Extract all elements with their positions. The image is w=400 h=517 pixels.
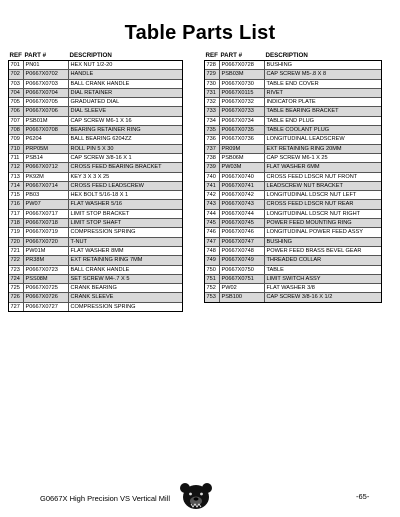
cell-part: P0667X0743 [220,200,265,208]
cell-part: P0667X0735 [220,126,265,134]
cell-ref: 751 [205,275,220,283]
cell-part: P0667X0714 [24,182,69,190]
table-row [9,116,182,125]
cell-description: CAP SCREW 3/8-16 X 1 [70,154,132,161]
cell-description: FLAT WASHER 6MM [266,164,320,171]
cell-part: PSB14 [24,154,69,162]
cell-part: P6204 [24,135,69,143]
cell-ref: 748 [205,247,220,255]
cell-description: FLAT WASHER 5/16 [70,201,122,208]
table-row [9,190,182,199]
cell-ref: 741 [205,182,220,190]
cell-part: P0667X0702 [24,70,69,78]
cell-description: TABLE COOLANT PLUG [266,127,330,134]
cell-ref: 743 [205,200,220,208]
table-row [9,302,182,311]
cell-ref: 747 [205,238,220,246]
table-row [9,88,182,97]
cell-description: FLAT WASHER 8MM [70,247,124,254]
cell-part: P0667X0747 [220,238,265,246]
cell-part: PW02 [220,284,265,292]
cell-ref: 707 [9,117,24,125]
header-part: PART # [220,52,243,59]
table-row [205,292,381,301]
cell-description: RIVET [266,89,283,96]
cell-description: GRADUATED DIAL [70,99,120,106]
table-row [9,292,182,301]
cell-part: P0667X0719 [24,228,69,236]
cell-ref: 737 [205,145,220,153]
header-part: PART # [24,52,47,59]
page-title: Table Parts List [124,22,276,44]
table-row [205,125,381,134]
cell-description: TABLE END PLUG [266,117,314,124]
cell-part: P0667X0717 [24,210,69,218]
cell-description: TABLE BEARING BRACKET [266,108,339,115]
table-row [9,218,182,227]
cell-description: DIAL SLEEVE [70,108,107,115]
table-row [9,125,182,134]
cell-ref: 739 [205,163,220,171]
cell-part: P0667X0748 [220,247,265,255]
cell-part: P0667X0742 [220,191,265,199]
cell-ref: 703 [9,80,24,88]
cell-part: PSB100 [220,293,265,301]
table-row [9,274,182,283]
table-row [205,61,381,69]
cell-part: P0667X0733 [220,107,265,115]
cell-description: LEADSCREW NUT BRACKET [266,182,343,189]
cell-description: HANDLE [70,71,94,78]
cell-ref: 711 [9,154,24,162]
cell-ref: 706 [9,107,24,115]
table-row [9,69,182,78]
cell-description: T-NUT [70,238,87,245]
table-row [9,153,182,162]
cell-description: BEARING RETAINER RING [70,127,141,134]
table-row [205,116,381,125]
cell-ref: 704 [9,89,24,97]
cell-part: PRP05M [24,145,69,153]
cell-description: BUSHING [266,238,292,245]
cell-part: P0667X0745 [220,219,265,227]
table-row [9,209,182,218]
cell-description: CROSS FEED LDSCR NUT REAR [266,201,354,208]
cell-ref: 716 [9,200,24,208]
cell-part: P0667X0732 [220,98,265,106]
cell-description: LIMIT SWITCH ASSY [266,275,321,282]
cell-description: FLAT WASHER 3/8 [266,285,315,292]
cell-part: P0667X0720 [24,238,69,246]
cell-ref: 750 [205,266,220,274]
cell-part: P0667X0704 [24,89,69,97]
cell-description: CAP SCREW M6-1 X 25 [266,154,328,161]
cell-ref: 749 [205,256,220,264]
cell-description: BALL CRANK HANDLE [70,266,130,273]
cell-description: BUSHING [266,62,292,68]
cell-ref: 745 [205,219,220,227]
cell-ref: 724 [9,275,24,283]
table-row [9,265,182,274]
cell-ref: 702 [9,70,24,78]
cell-description: CRANK BEARING [70,285,117,292]
table-row [9,237,182,246]
cell-description: CAP SCREW M6-1 X 16 [70,117,132,124]
cell-ref: 753 [205,293,220,301]
cell-part: PW03M [220,163,265,171]
cell-part: P0667X0736 [220,135,265,143]
table-body-left [8,60,183,312]
cell-part: P0667X0723 [24,266,69,274]
cell-part: PK92M [24,173,69,181]
cell-ref: 720 [9,238,24,246]
table-header-right [204,49,382,59]
table-row [205,97,381,106]
cell-description: CRANK SLEEVE [70,294,114,301]
table-row [9,144,182,153]
cell-part: P0667X0750 [220,266,265,274]
table-row [9,199,182,208]
cell-part: PSB03M [220,70,265,78]
cell-description: LIMIT STOP SHAFT [70,220,122,227]
cell-ref: 736 [205,135,220,143]
cell-description: POWER FEED BRASS BEVEL GEAR [266,247,362,254]
cell-part: P0667X0115 [220,89,265,97]
cell-description: POWER FEED MOUNTING RING [266,220,352,227]
cell-part: PR09M [220,145,265,153]
cell-part: P0667X0726 [24,293,69,301]
table-row [9,134,182,143]
table-row [205,283,381,292]
table-row [9,61,182,69]
cell-part: P0667X0734 [220,117,265,125]
cell-part: PR38M [24,256,69,264]
cell-ref: 744 [205,210,220,218]
cell-ref: 719 [9,228,24,236]
table-row [205,255,381,264]
cell-description: LONGITUDINAL LEADSCREW [266,136,345,143]
table-row [9,79,182,88]
cell-description: COMPRESSION SPRING [70,303,136,310]
table-row [205,199,381,208]
cell-ref: 701 [9,61,24,69]
cell-ref: 731 [205,89,220,97]
cell-part: PSB01M [24,117,69,125]
cell-part: P0667X0727 [24,303,69,311]
cell-ref: 714 [9,182,24,190]
table-row [205,153,381,162]
cell-ref: 735 [205,126,220,134]
cell-part: P0667X0718 [24,219,69,227]
table-row [205,144,381,153]
cell-ref: 705 [9,98,24,106]
cell-description: BALL BEARING 6204ZZ [70,136,132,143]
table-header-left [8,49,183,59]
cell-ref: 740 [205,173,220,181]
table-row [205,134,381,143]
cell-ref: 730 [205,80,220,88]
cell-part: PW07 [24,200,69,208]
cell-ref: 726 [9,293,24,301]
cell-description: LONGITUDINAL POWER FEED ASSY [266,229,363,236]
table-row [205,172,381,181]
cell-part: P0667X0725 [24,284,69,292]
cell-description: CAP SCREW M5-.8 X 8 [266,71,327,78]
table-row [9,255,182,264]
table-row [205,218,381,227]
cell-description: SET SCREW M4-.7 X 5 [70,275,130,282]
header-ref: REF [205,52,218,59]
cell-ref: 718 [9,219,24,227]
cell-description: LIMIT STOP BRACKET [70,210,130,217]
cell-description: HEX NUT 1/2-20 [70,62,113,68]
cell-description: BALL CRANK HANDLE [70,80,130,87]
table-row [205,274,381,283]
cell-ref: 727 [9,303,24,311]
cell-ref: 752 [205,284,220,292]
cell-description: TABLE [266,266,284,273]
table-row [205,106,381,115]
cell-ref: 732 [205,98,220,106]
cell-description: CAP SCREW 3/8-16 X 1/2 [266,294,333,301]
cell-part: P0667X0730 [220,80,265,88]
cell-description: THREADED COLLAR [266,257,322,264]
cell-ref: 728 [205,61,220,69]
cell-description: EXT RETAINING RING 7MM [70,257,143,264]
cell-part: P0667X0703 [24,80,69,88]
cell-description: HEX BOLT 5/16-18 X 1 [70,192,129,199]
cell-ref: 713 [9,173,24,181]
parts-table-right [204,49,382,303]
footer-model: G0667X High Precision VS Vertical Mill [40,494,171,503]
cell-ref: 712 [9,163,24,171]
cell-part: P0667X0705 [24,98,69,106]
cell-description: CROSS FEED LDSCR NUT FRONT [266,173,358,180]
cell-ref: 738 [205,154,220,162]
table-row [9,181,182,190]
parts-table-left [8,49,183,312]
table-row [9,227,182,236]
cell-part: P0667X0708 [24,126,69,134]
cell-ref: 717 [9,210,24,218]
table-row [205,69,381,78]
table-row [9,246,182,255]
cell-part: P0667X0746 [220,228,265,236]
cell-description: LONGITUDINAL LDSCR NUT LEFT [266,192,357,199]
cell-description: COMPRESSION SPRING [70,229,136,236]
header-ref: REF [9,52,22,59]
table-row [9,162,182,171]
cell-description: KEY 3 X 3 X 25 [70,173,110,180]
cell-description: EXT RETAINING RING 20MM [266,145,342,152]
table-row [205,181,381,190]
cell-description: TABLE END COVER [266,80,319,87]
cell-ref: 722 [9,256,24,264]
table-row [205,237,381,246]
grizzly-bear-icon [179,482,213,510]
cell-description: CROSS FEED LEADSCREW [70,182,144,189]
table-row [205,265,381,274]
cell-part: P0667X0706 [24,107,69,115]
cell-part: PN01 [24,61,69,69]
cell-part: P0667X0751 [220,275,265,283]
cell-ref: 734 [205,117,220,125]
cell-ref: 710 [9,145,24,153]
table-row [9,97,182,106]
cell-part: P0667X0749 [220,256,265,264]
table-row [205,209,381,218]
table-row [205,227,381,236]
page-number: -65- [356,492,370,501]
table-row [205,79,381,88]
cell-ref: 715 [9,191,24,199]
table-row [205,88,381,97]
table-row [205,162,381,171]
cell-description: INDICATOR PLATE [266,99,316,106]
table-row [9,106,182,115]
table-row [205,246,381,255]
cell-ref: 723 [9,266,24,274]
table-body-right [204,60,382,303]
cell-ref: 708 [9,126,24,134]
cell-description: CROSS FEED BEARING BRACKET [70,164,162,171]
cell-part: PSB06M [220,154,265,162]
cell-description: LONGITUDINAL LDSCR NUT RIGHT [266,210,361,217]
cell-part: PW01M [24,247,69,255]
cell-part: P0667X0740 [220,173,265,181]
cell-part: PB03 [24,191,69,199]
header-description: DESCRIPTION [265,52,308,59]
cell-ref: 733 [205,107,220,115]
cell-ref: 725 [9,284,24,292]
cell-ref: 721 [9,247,24,255]
cell-part: P0667X0728 [220,61,265,69]
table-row [9,172,182,181]
table-row [205,190,381,199]
cell-ref: 729 [205,70,220,78]
cell-part: P0667X0741 [220,182,265,190]
cell-description: DIAL RETAINER [70,89,113,96]
cell-description: ROLL PIN 5 X 30 [70,145,114,152]
table-row [9,283,182,292]
cell-ref: 742 [205,191,220,199]
cell-part: PSS08M [24,275,69,283]
cell-ref: 709 [9,135,24,143]
header-description: DESCRIPTION [69,52,112,59]
cell-part: P0667X0712 [24,163,69,171]
cell-ref: 746 [205,228,220,236]
cell-part: P0667X0744 [220,210,265,218]
